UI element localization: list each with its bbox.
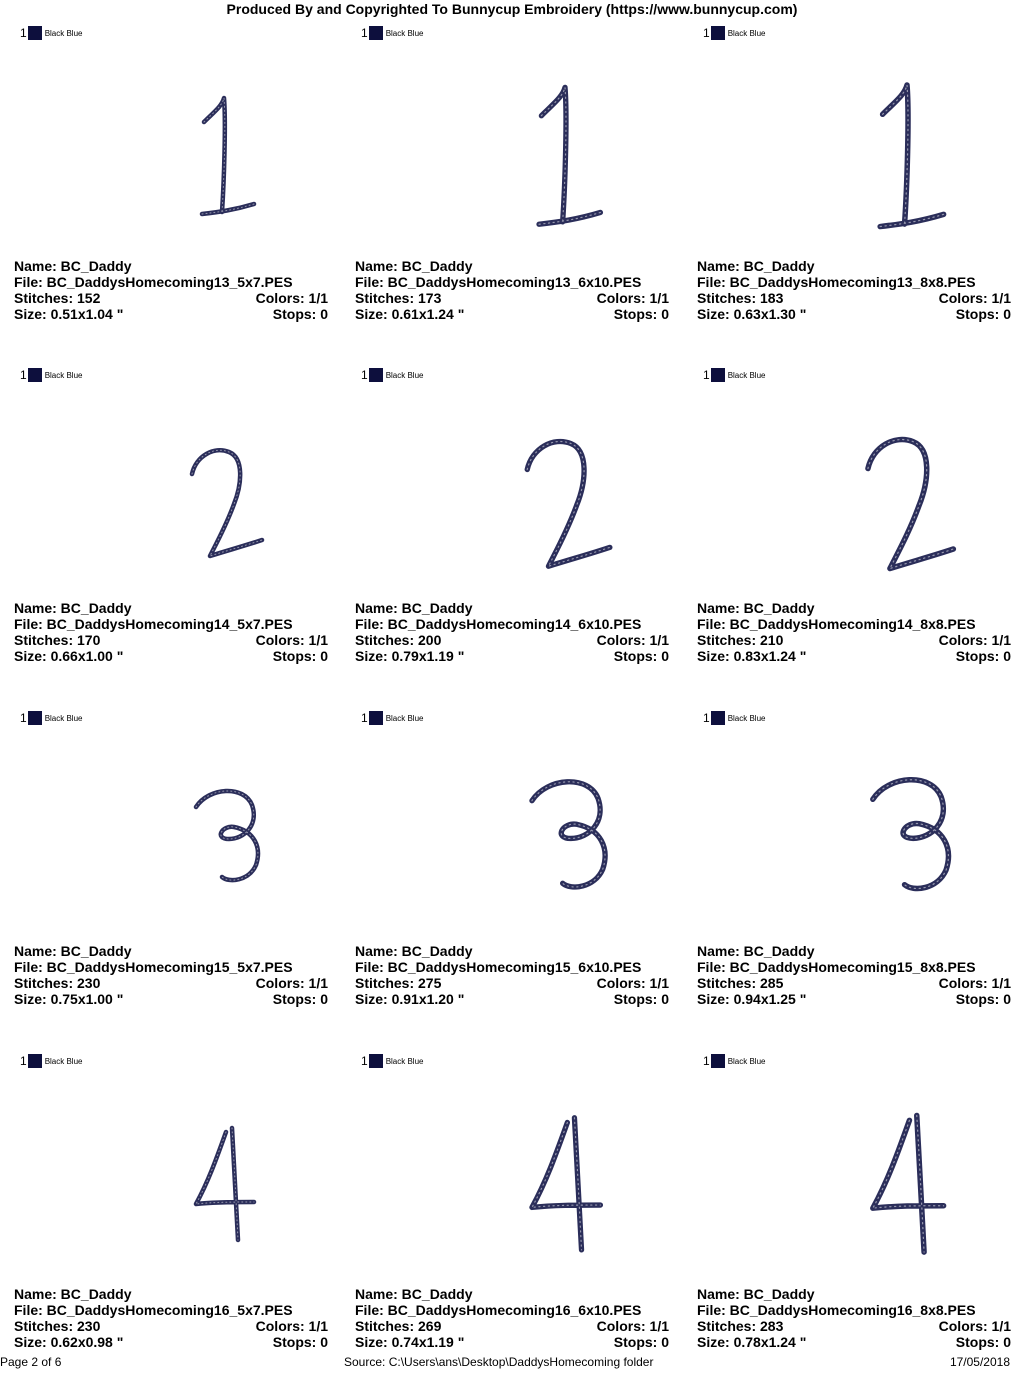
- design-name: Name: BC_Daddy: [697, 258, 815, 274]
- design-stops: Stops: 0: [613, 306, 669, 322]
- stitch-digit-1: [425, 62, 675, 252]
- thread-legend: [703, 368, 765, 382]
- design-card: [355, 709, 685, 1045]
- design-preview: [425, 747, 675, 937]
- design-colors: Colors: 1/1: [938, 975, 1011, 991]
- page-number: Page 2 of 6: [0, 1355, 62, 1369]
- thread-swatch: [28, 26, 42, 40]
- design-colors: Colors: 1/1: [596, 290, 669, 306]
- thread-number: 1: [20, 26, 27, 40]
- design-stops: Stops: 0: [955, 1334, 1011, 1350]
- design-preview: [84, 62, 334, 252]
- design-size: Size: 0.61x1.24 ": [355, 306, 465, 322]
- design-size: Size: 0.75x1.00 ": [14, 991, 124, 1007]
- stitch-digit-4: [767, 1090, 1017, 1280]
- design-preview: [767, 404, 1017, 594]
- design-preview: [425, 404, 675, 594]
- thread-number: 1: [703, 26, 710, 40]
- design-file: File: BC_DaddysHomecoming13_5x7.PES: [14, 274, 293, 290]
- design-card: [14, 709, 344, 1045]
- thread-name: Black Blue: [727, 713, 766, 723]
- thread-legend: [361, 26, 423, 40]
- design-card: [697, 366, 1024, 702]
- design-stitches: Stitches: 230: [14, 975, 101, 991]
- design-card: [697, 709, 1024, 1045]
- stitch-digit-1: [84, 62, 334, 252]
- thread-name: Black Blue: [385, 370, 424, 380]
- design-stitches: Stitches: 285: [697, 975, 784, 991]
- design-colors: Colors: 1/1: [938, 1318, 1011, 1334]
- design-stitches: Stitches: 210: [697, 632, 784, 648]
- stitch-digit-1: [767, 62, 1017, 252]
- thread-number: 1: [361, 1054, 368, 1068]
- design-info: [355, 258, 669, 322]
- design-colors: Colors: 1/1: [938, 632, 1011, 648]
- design-colors: Colors: 1/1: [596, 975, 669, 991]
- design-colors: Colors: 1/1: [255, 1318, 328, 1334]
- design-file: File: BC_DaddysHomecoming16_5x7.PES: [14, 1302, 293, 1318]
- stitch-digit-2: [767, 404, 1017, 594]
- design-file: File: BC_DaddysHomecoming14_5x7.PES: [14, 616, 293, 632]
- thread-number: 1: [20, 711, 27, 725]
- design-preview: [425, 62, 675, 252]
- thread-number: 1: [361, 26, 368, 40]
- design-size: Size: 0.63x1.30 ": [697, 306, 807, 322]
- design-name: Name: BC_Daddy: [355, 1286, 473, 1302]
- design-preview: [767, 1090, 1017, 1280]
- thread-legend: [20, 1054, 82, 1068]
- design-name: Name: BC_Daddy: [697, 943, 815, 959]
- thread-name: Black Blue: [44, 370, 83, 380]
- stitch-digit-2: [425, 404, 675, 594]
- thread-swatch: [711, 711, 725, 725]
- design-name: Name: BC_Daddy: [697, 1286, 815, 1302]
- design-info: [697, 258, 1011, 322]
- thread-legend: [361, 711, 423, 725]
- design-name: Name: BC_Daddy: [697, 600, 815, 616]
- design-stitches: Stitches: 173: [355, 290, 442, 306]
- design-size: Size: 0.94x1.25 ": [697, 991, 807, 1007]
- stitch-digit-3: [767, 747, 1017, 937]
- design-preview: [84, 404, 334, 594]
- design-stitches: Stitches: 275: [355, 975, 442, 991]
- thread-name: Black Blue: [385, 1056, 424, 1066]
- design-colors: Colors: 1/1: [255, 975, 328, 991]
- design-info: [697, 1286, 1011, 1350]
- design-preview: [767, 747, 1017, 937]
- thread-swatch: [28, 1054, 42, 1068]
- design-file: File: BC_DaddysHomecoming13_6x10.PES: [355, 274, 642, 290]
- thread-legend: [20, 368, 82, 382]
- thread-swatch: [711, 26, 725, 40]
- design-file: File: BC_DaddysHomecoming14_8x8.PES: [697, 616, 976, 632]
- design-info: [14, 1286, 328, 1350]
- design-name: Name: BC_Daddy: [14, 943, 132, 959]
- thread-swatch: [28, 368, 42, 382]
- design-card: [697, 1052, 1024, 1388]
- thread-number: 1: [20, 1054, 27, 1068]
- thread-swatch: [711, 368, 725, 382]
- thread-name: Black Blue: [727, 28, 766, 38]
- thread-swatch: [369, 1054, 383, 1068]
- design-size: Size: 0.79x1.19 ": [355, 648, 465, 664]
- design-name: Name: BC_Daddy: [14, 600, 132, 616]
- design-colors: Colors: 1/1: [938, 290, 1011, 306]
- thread-legend: [703, 1054, 765, 1068]
- design-stitches: Stitches: 170: [14, 632, 101, 648]
- design-name: Name: BC_Daddy: [355, 943, 473, 959]
- thread-name: Black Blue: [727, 1056, 766, 1066]
- design-size: Size: 0.62x0.98 ": [14, 1334, 124, 1350]
- thread-number: 1: [703, 1054, 710, 1068]
- design-stitches: Stitches: 269: [355, 1318, 442, 1334]
- design-stitches: Stitches: 183: [697, 290, 784, 306]
- design-stops: Stops: 0: [272, 306, 328, 322]
- design-card: [355, 1052, 685, 1388]
- thread-legend: [703, 26, 765, 40]
- design-info: [355, 1286, 669, 1350]
- design-card: [14, 1052, 344, 1388]
- design-info: [14, 600, 328, 664]
- design-stops: Stops: 0: [613, 648, 669, 664]
- design-file: File: BC_DaddysHomecoming16_6x10.PES: [355, 1302, 642, 1318]
- design-info: [355, 943, 669, 1007]
- design-card: [14, 24, 344, 360]
- thread-name: Black Blue: [44, 1056, 83, 1066]
- thread-swatch: [711, 1054, 725, 1068]
- design-stops: Stops: 0: [272, 648, 328, 664]
- thread-name: Black Blue: [727, 370, 766, 380]
- design-size: Size: 0.74x1.19 ": [355, 1334, 465, 1350]
- page-footer: [0, 1354, 1024, 1370]
- design-info: [14, 943, 328, 1007]
- design-size: Size: 0.51x1.04 ": [14, 306, 124, 322]
- design-stops: Stops: 0: [955, 648, 1011, 664]
- thread-number: 1: [703, 711, 710, 725]
- stitch-digit-3: [84, 747, 334, 937]
- design-preview: [84, 747, 334, 937]
- design-preview: [425, 1090, 675, 1280]
- thread-number: 1: [703, 368, 710, 382]
- thread-name: Black Blue: [385, 28, 424, 38]
- design-stitches: Stitches: 283: [697, 1318, 784, 1334]
- thread-swatch: [28, 711, 42, 725]
- design-stops: Stops: 0: [272, 1334, 328, 1350]
- design-info: [697, 943, 1011, 1007]
- design-stops: Stops: 0: [613, 991, 669, 1007]
- stitch-digit-4: [84, 1090, 334, 1280]
- design-stops: Stops: 0: [955, 991, 1011, 1007]
- design-name: Name: BC_Daddy: [355, 258, 473, 274]
- design-file: File: BC_DaddysHomecoming15_5x7.PES: [14, 959, 293, 975]
- design-size: Size: 0.66x1.00 ": [14, 648, 124, 664]
- design-preview: [767, 62, 1017, 252]
- design-name: Name: BC_Daddy: [14, 258, 132, 274]
- thread-legend: [20, 26, 82, 40]
- design-card: [697, 24, 1024, 360]
- stitch-digit-3: [425, 747, 675, 937]
- thread-name: Black Blue: [385, 713, 424, 723]
- print-date: 17/05/2018: [949, 1355, 1010, 1369]
- stitch-digit-4: [425, 1090, 675, 1280]
- design-info: [355, 600, 669, 664]
- design-file: File: BC_DaddysHomecoming14_6x10.PES: [355, 616, 642, 632]
- design-file: File: BC_DaddysHomecoming16_8x8.PES: [697, 1302, 976, 1318]
- design-stops: Stops: 0: [272, 991, 328, 1007]
- thread-swatch: [369, 368, 383, 382]
- thread-legend: [361, 368, 423, 382]
- design-file: File: BC_DaddysHomecoming15_8x8.PES: [697, 959, 976, 975]
- page-header: Produced By and Copyrighted To Bunnycup Embroidery (https://www.bunnycup.com): [226, 1, 798, 17]
- design-file: File: BC_DaddysHomecoming15_6x10.PES: [355, 959, 642, 975]
- design-preview: [84, 1090, 334, 1280]
- design-colors: Colors: 1/1: [596, 1318, 669, 1334]
- thread-number: 1: [361, 368, 368, 382]
- design-info: [14, 258, 328, 322]
- thread-legend: [361, 1054, 423, 1068]
- design-info: [697, 600, 1011, 664]
- design-colors: Colors: 1/1: [596, 632, 669, 648]
- thread-number: 1: [361, 711, 368, 725]
- thread-legend: [20, 711, 82, 725]
- thread-swatch: [369, 26, 383, 40]
- thread-name: Black Blue: [44, 713, 83, 723]
- design-stitches: Stitches: 152: [14, 290, 101, 306]
- design-colors: Colors: 1/1: [255, 632, 328, 648]
- thread-swatch: [369, 711, 383, 725]
- source-path: Source: C:\Users\ans\Desktop\DaddysHomecoming folder: [344, 1355, 654, 1369]
- thread-number: 1: [20, 368, 27, 382]
- thread-legend: [703, 711, 765, 725]
- design-card: [355, 24, 685, 360]
- design-card: [355, 366, 685, 702]
- design-stitches: Stitches: 200: [355, 632, 442, 648]
- stitch-digit-2: [84, 404, 334, 594]
- design-card: [14, 366, 344, 702]
- design-name: Name: BC_Daddy: [14, 1286, 132, 1302]
- design-colors: Colors: 1/1: [255, 290, 328, 306]
- design-file: File: BC_DaddysHomecoming13_8x8.PES: [697, 274, 976, 290]
- design-stitches: Stitches: 230: [14, 1318, 101, 1334]
- thread-name: Black Blue: [44, 28, 83, 38]
- design-size: Size: 0.78x1.24 ": [697, 1334, 807, 1350]
- design-stops: Stops: 0: [955, 306, 1011, 322]
- design-size: Size: 0.83x1.24 ": [697, 648, 807, 664]
- design-size: Size: 0.91x1.20 ": [355, 991, 465, 1007]
- design-name: Name: BC_Daddy: [355, 600, 473, 616]
- design-stops: Stops: 0: [613, 1334, 669, 1350]
